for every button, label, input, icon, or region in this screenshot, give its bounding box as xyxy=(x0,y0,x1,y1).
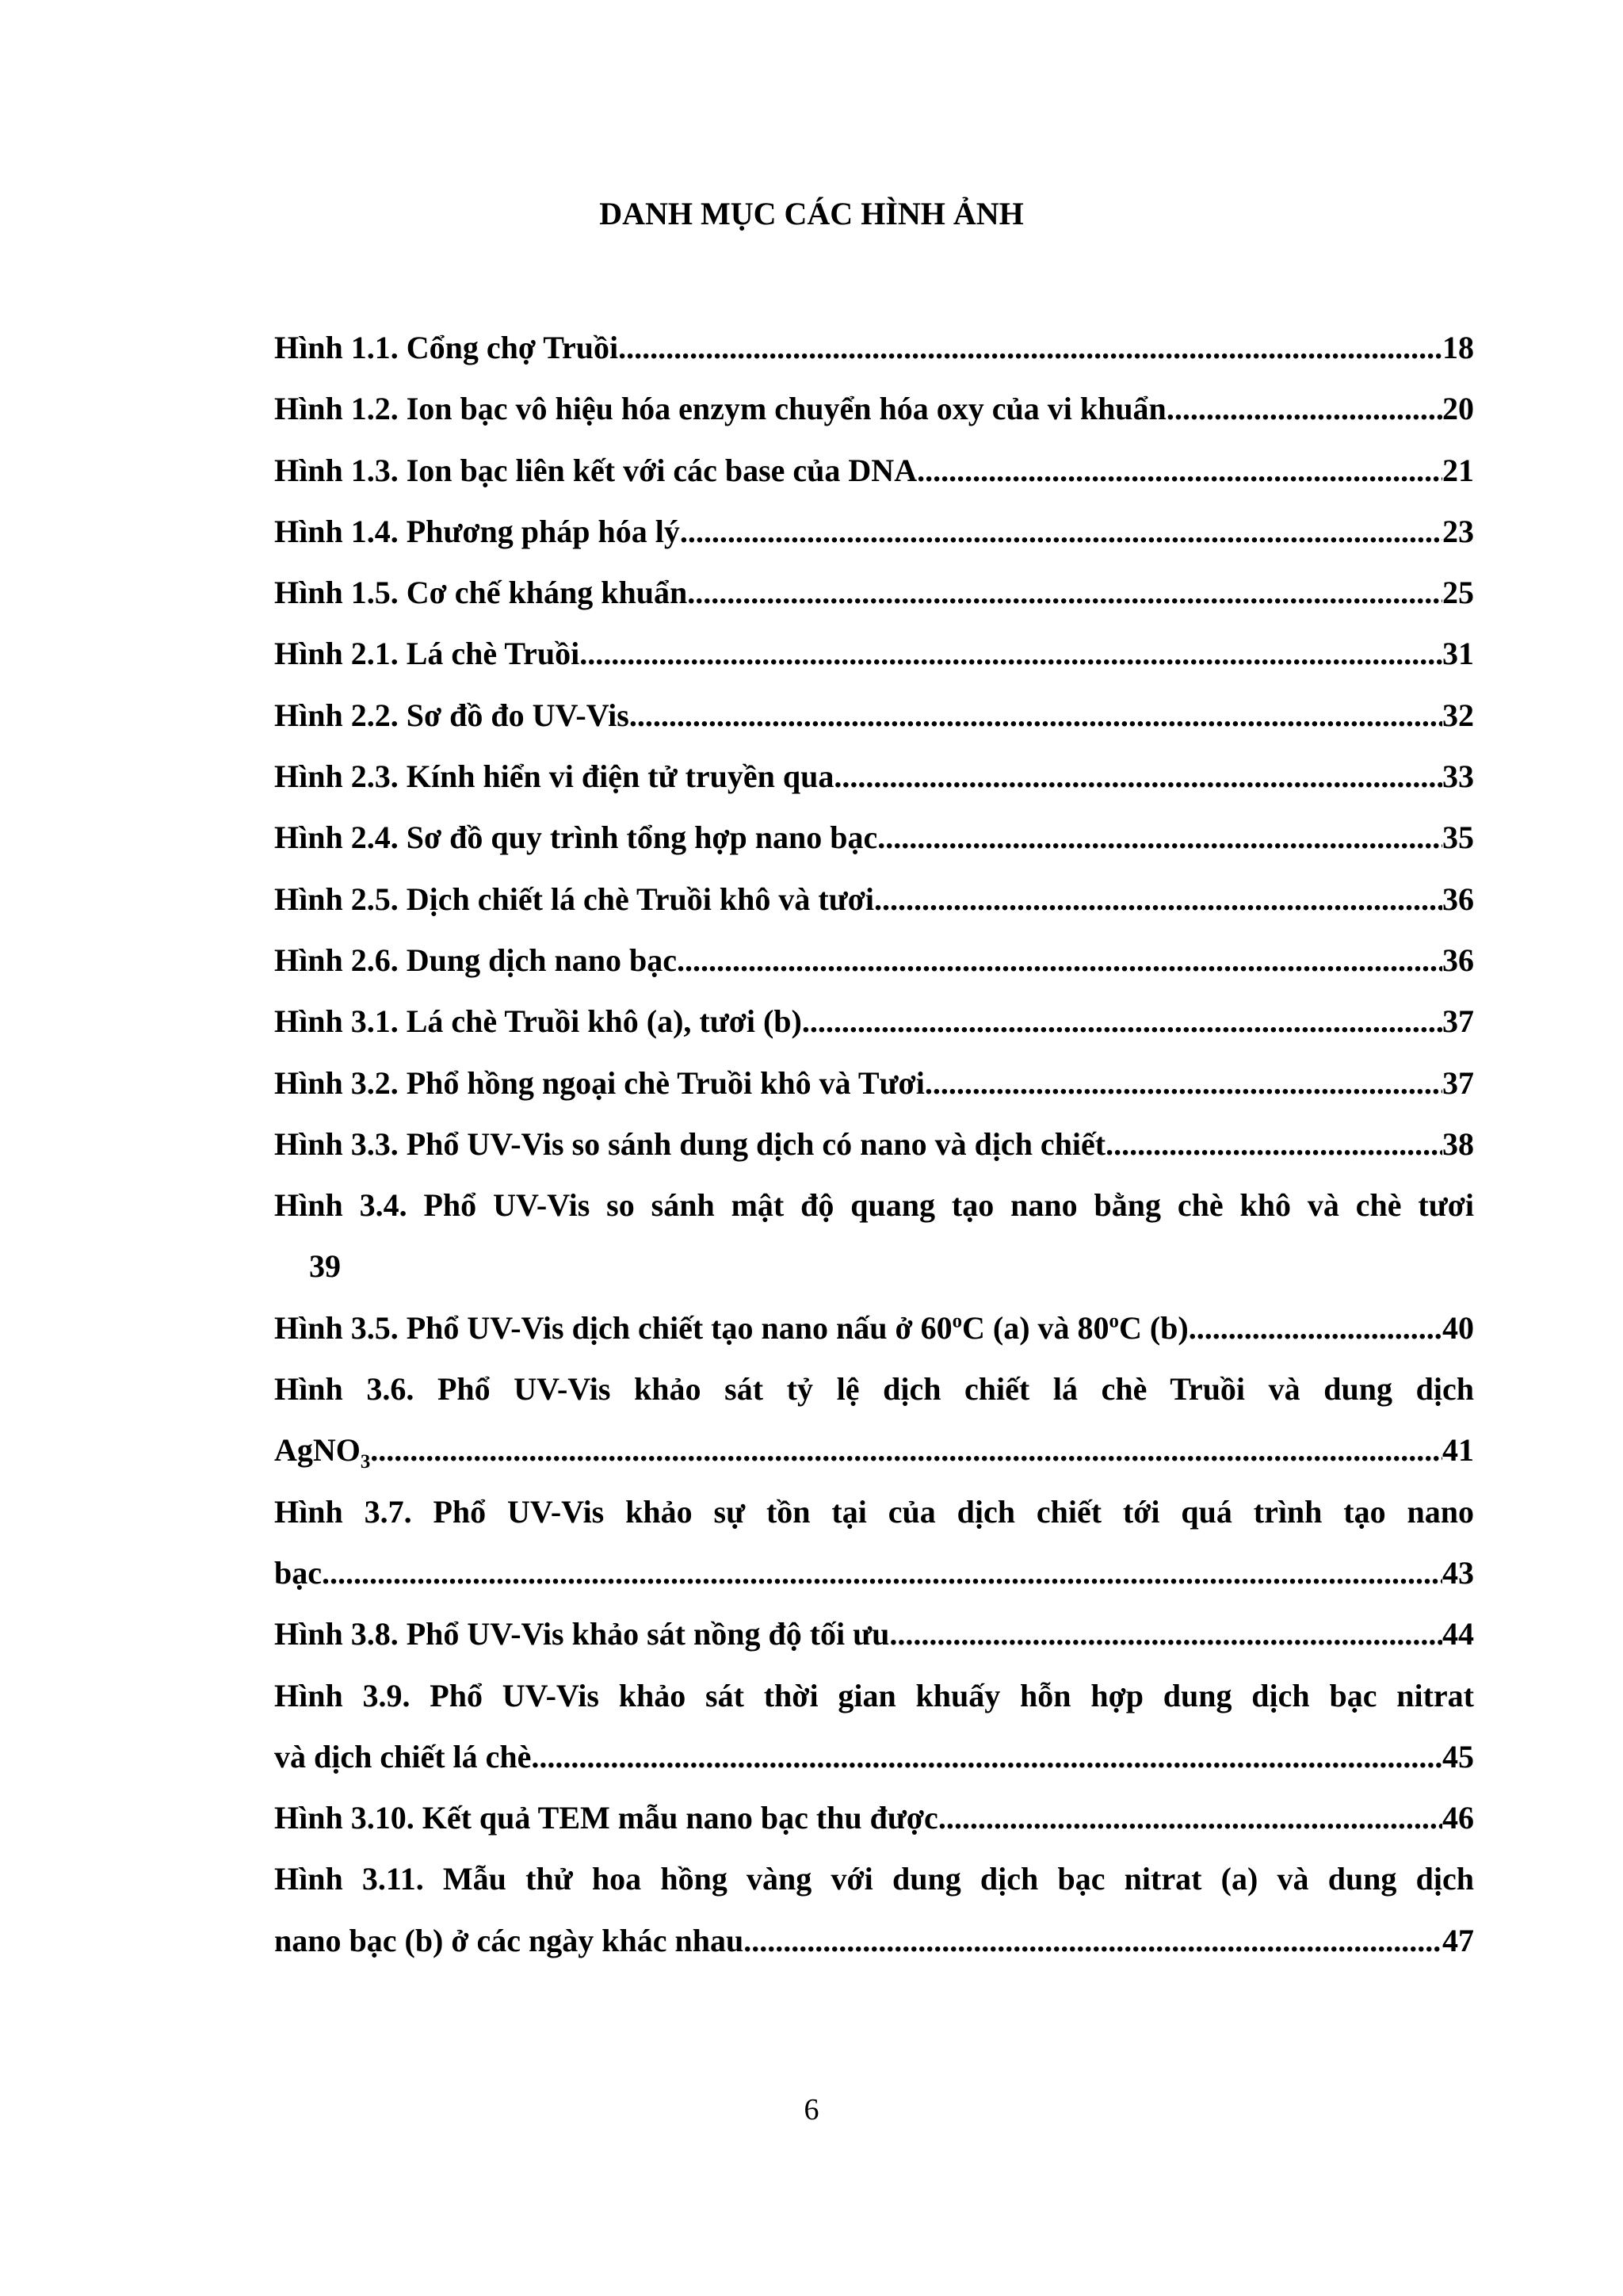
dot-leader xyxy=(629,685,1442,746)
toc-entry[interactable] xyxy=(274,930,1474,991)
entry-label: Hình 3.3. Phổ UV-Vis so sánh dung dịch có nano và dịch chiết xyxy=(274,1125,1106,1162)
entry-page: 25 xyxy=(1442,575,1474,611)
entry-label-cont: AgNO$_3$ xyxy=(274,1432,371,1473)
dot-leader xyxy=(938,1787,1442,1848)
toc-entry[interactable] xyxy=(274,1603,1474,1664)
toc-entry[interactable] xyxy=(274,1787,1474,1848)
entry-label: Hình 2.6. Dung dịch nano bạc xyxy=(274,942,677,978)
entry-label: Hình 3.4. Phổ UV-Vis so sánh mật độ quang tạo nano bằng chè khô và chè tươi xyxy=(274,1187,1474,1224)
entry-page: 47 xyxy=(1442,1922,1474,1958)
entry-page: 44 xyxy=(1442,1616,1474,1652)
toc-entry[interactable] xyxy=(274,685,1474,746)
entry-label: Hình 3.1. Lá chè Truồi khô (a), tươi (b) xyxy=(274,1003,802,1040)
toc-entry[interactable] xyxy=(274,440,1474,501)
toc-entry[interactable] xyxy=(274,1297,1474,1358)
toc-entry[interactable] xyxy=(274,746,1474,807)
entry-label: Hình 3.11. Mẫu thử hoa hồng vàng với dung dịch bạc nitrat (a) và dung dịch xyxy=(274,1861,1474,1897)
dot-leader xyxy=(889,1603,1442,1664)
toc-entry[interactable] xyxy=(274,378,1474,439)
dot-leader xyxy=(802,991,1442,1052)
entry-page: 35 xyxy=(1442,819,1474,856)
dot-leader xyxy=(370,1419,1442,1480)
figure-list xyxy=(274,317,1474,1971)
entry-label: Hình 3.8. Phổ UV-Vis khảo sát nồng độ tối ưu xyxy=(274,1616,890,1652)
entry-label: Hình 1.4. Phương pháp hóa lý xyxy=(274,513,680,549)
entry-page: 31 xyxy=(1442,636,1474,672)
toc-entry[interactable] xyxy=(274,991,1474,1052)
toc-entry[interactable] xyxy=(274,1052,1474,1114)
entry-page: 36 xyxy=(1442,942,1474,978)
dot-leader xyxy=(874,869,1442,930)
toc-entry[interactable] xyxy=(274,1481,1474,1604)
entry-label: Hình 1.1. Cổng chợ Truồi xyxy=(274,330,619,365)
dot-leader xyxy=(917,440,1442,501)
entry-page: 36 xyxy=(1442,881,1474,917)
dot-leader xyxy=(531,1726,1442,1787)
entry-page: 32 xyxy=(1442,697,1474,733)
dot-leader xyxy=(677,930,1442,991)
entry-page: 40 xyxy=(1442,1309,1474,1346)
toc-entry[interactable] xyxy=(274,1358,1474,1481)
entry-page: 46 xyxy=(1442,1800,1474,1836)
entry-label-cont: và dịch chiết lá chè xyxy=(274,1738,532,1775)
toc-entry[interactable] xyxy=(274,807,1474,868)
dot-leader xyxy=(322,1542,1442,1603)
entry-page: 37 xyxy=(1442,1064,1474,1101)
dot-leader xyxy=(687,562,1442,623)
toc-entry[interactable] xyxy=(274,1114,1474,1175)
entry-label: Hình 3.10. Kết quả TEM mẫu nano bạc thu được xyxy=(274,1800,938,1836)
dot-leader xyxy=(834,746,1442,807)
page-title: DANH MỤC CÁC HÌNH ẢNH xyxy=(599,196,1024,231)
entry-label: Hình 3.5. Phổ UV-Vis dịch chiết tạo nano nấu ở 60$^o$C (a) và 80$^o$C (b) xyxy=(274,1309,1189,1346)
entry-label: Hình 2.4. Sơ đồ quy trình tổng hợp nano bạc xyxy=(274,819,878,856)
dot-leader xyxy=(1106,1114,1442,1175)
entry-label: Hình 3.6. Phổ UV-Vis khảo sát tỷ lệ dịch chiết lá chè Truồi và dung dịch xyxy=(274,1371,1474,1408)
entry-label: Hình 1.2. Ion bạc vô hiệu hóa enzym chuyển hóa oxy của vi khuẩn xyxy=(274,391,1167,427)
dot-leader xyxy=(680,501,1442,562)
entry-label-cont: bạc xyxy=(274,1554,322,1591)
entry-page: 20 xyxy=(1442,391,1474,427)
entry-label: Hình 3.2. Phổ hồng ngoại chè Truồi khô và Tươi xyxy=(274,1064,925,1101)
dot-leader xyxy=(618,317,1442,378)
entry-label: Hình 2.1. Lá chè Truồi xyxy=(274,636,580,672)
entry-label-cont: nano bạc (b) ở các ngày khác nhau xyxy=(274,1922,744,1958)
dot-leader xyxy=(579,623,1442,684)
dot-leader xyxy=(1189,1297,1442,1358)
entry-page: 37 xyxy=(1442,1003,1474,1040)
toc-entry[interactable] xyxy=(274,869,1474,930)
entry-label: Hình 3.7. Phổ UV-Vis khảo sự tồn tại của dịch chiết tới quá trình tạo nano xyxy=(274,1493,1474,1530)
toc-entry[interactable] xyxy=(274,1175,1474,1297)
toc-entry[interactable] xyxy=(274,501,1474,562)
dot-leader xyxy=(1167,378,1442,439)
dot-leader xyxy=(925,1052,1442,1114)
entry-page: 38 xyxy=(1442,1125,1474,1162)
entry-label: Hình 1.3. Ion bạc liên kết với các base của DNA xyxy=(274,452,918,488)
toc-entry[interactable] xyxy=(274,562,1474,623)
dot-leader xyxy=(743,1910,1442,1971)
dot-leader xyxy=(877,807,1442,868)
entry-page: 39 xyxy=(309,1248,341,1285)
toc-entry[interactable] xyxy=(274,623,1474,684)
entry-page: 45 xyxy=(1442,1738,1474,1775)
entry-page: 23 xyxy=(1442,513,1474,549)
entry-label: Hình 2.3. Kính hiển vi điện tử truyền qua xyxy=(274,758,834,795)
page-number: 6 xyxy=(804,2093,819,2126)
entry-label: Hình 3.9. Phổ UV-Vis khảo sát thời gian khuấy hỗn hợp dung dịch bạc nitrat xyxy=(274,1677,1474,1713)
toc-entry[interactable] xyxy=(274,317,1474,378)
entry-page: 33 xyxy=(1442,758,1474,795)
entry-label: Hình 1.5. Cơ chế kháng khuẩn xyxy=(274,575,688,611)
toc-entry[interactable] xyxy=(274,1665,1474,1788)
entry-label: Hình 2.2. Sơ đồ đo UV-Vis xyxy=(274,697,629,733)
entry-label: Hình 2.5. Dịch chiết lá chè Truồi khô và tươi xyxy=(274,881,874,917)
toc-entry[interactable] xyxy=(274,1848,1474,1971)
entry-page: 21 xyxy=(1442,452,1474,488)
entry-page: 18 xyxy=(1442,330,1474,365)
entry-page: 41 xyxy=(1442,1432,1474,1469)
entry-page: 43 xyxy=(1442,1554,1474,1591)
